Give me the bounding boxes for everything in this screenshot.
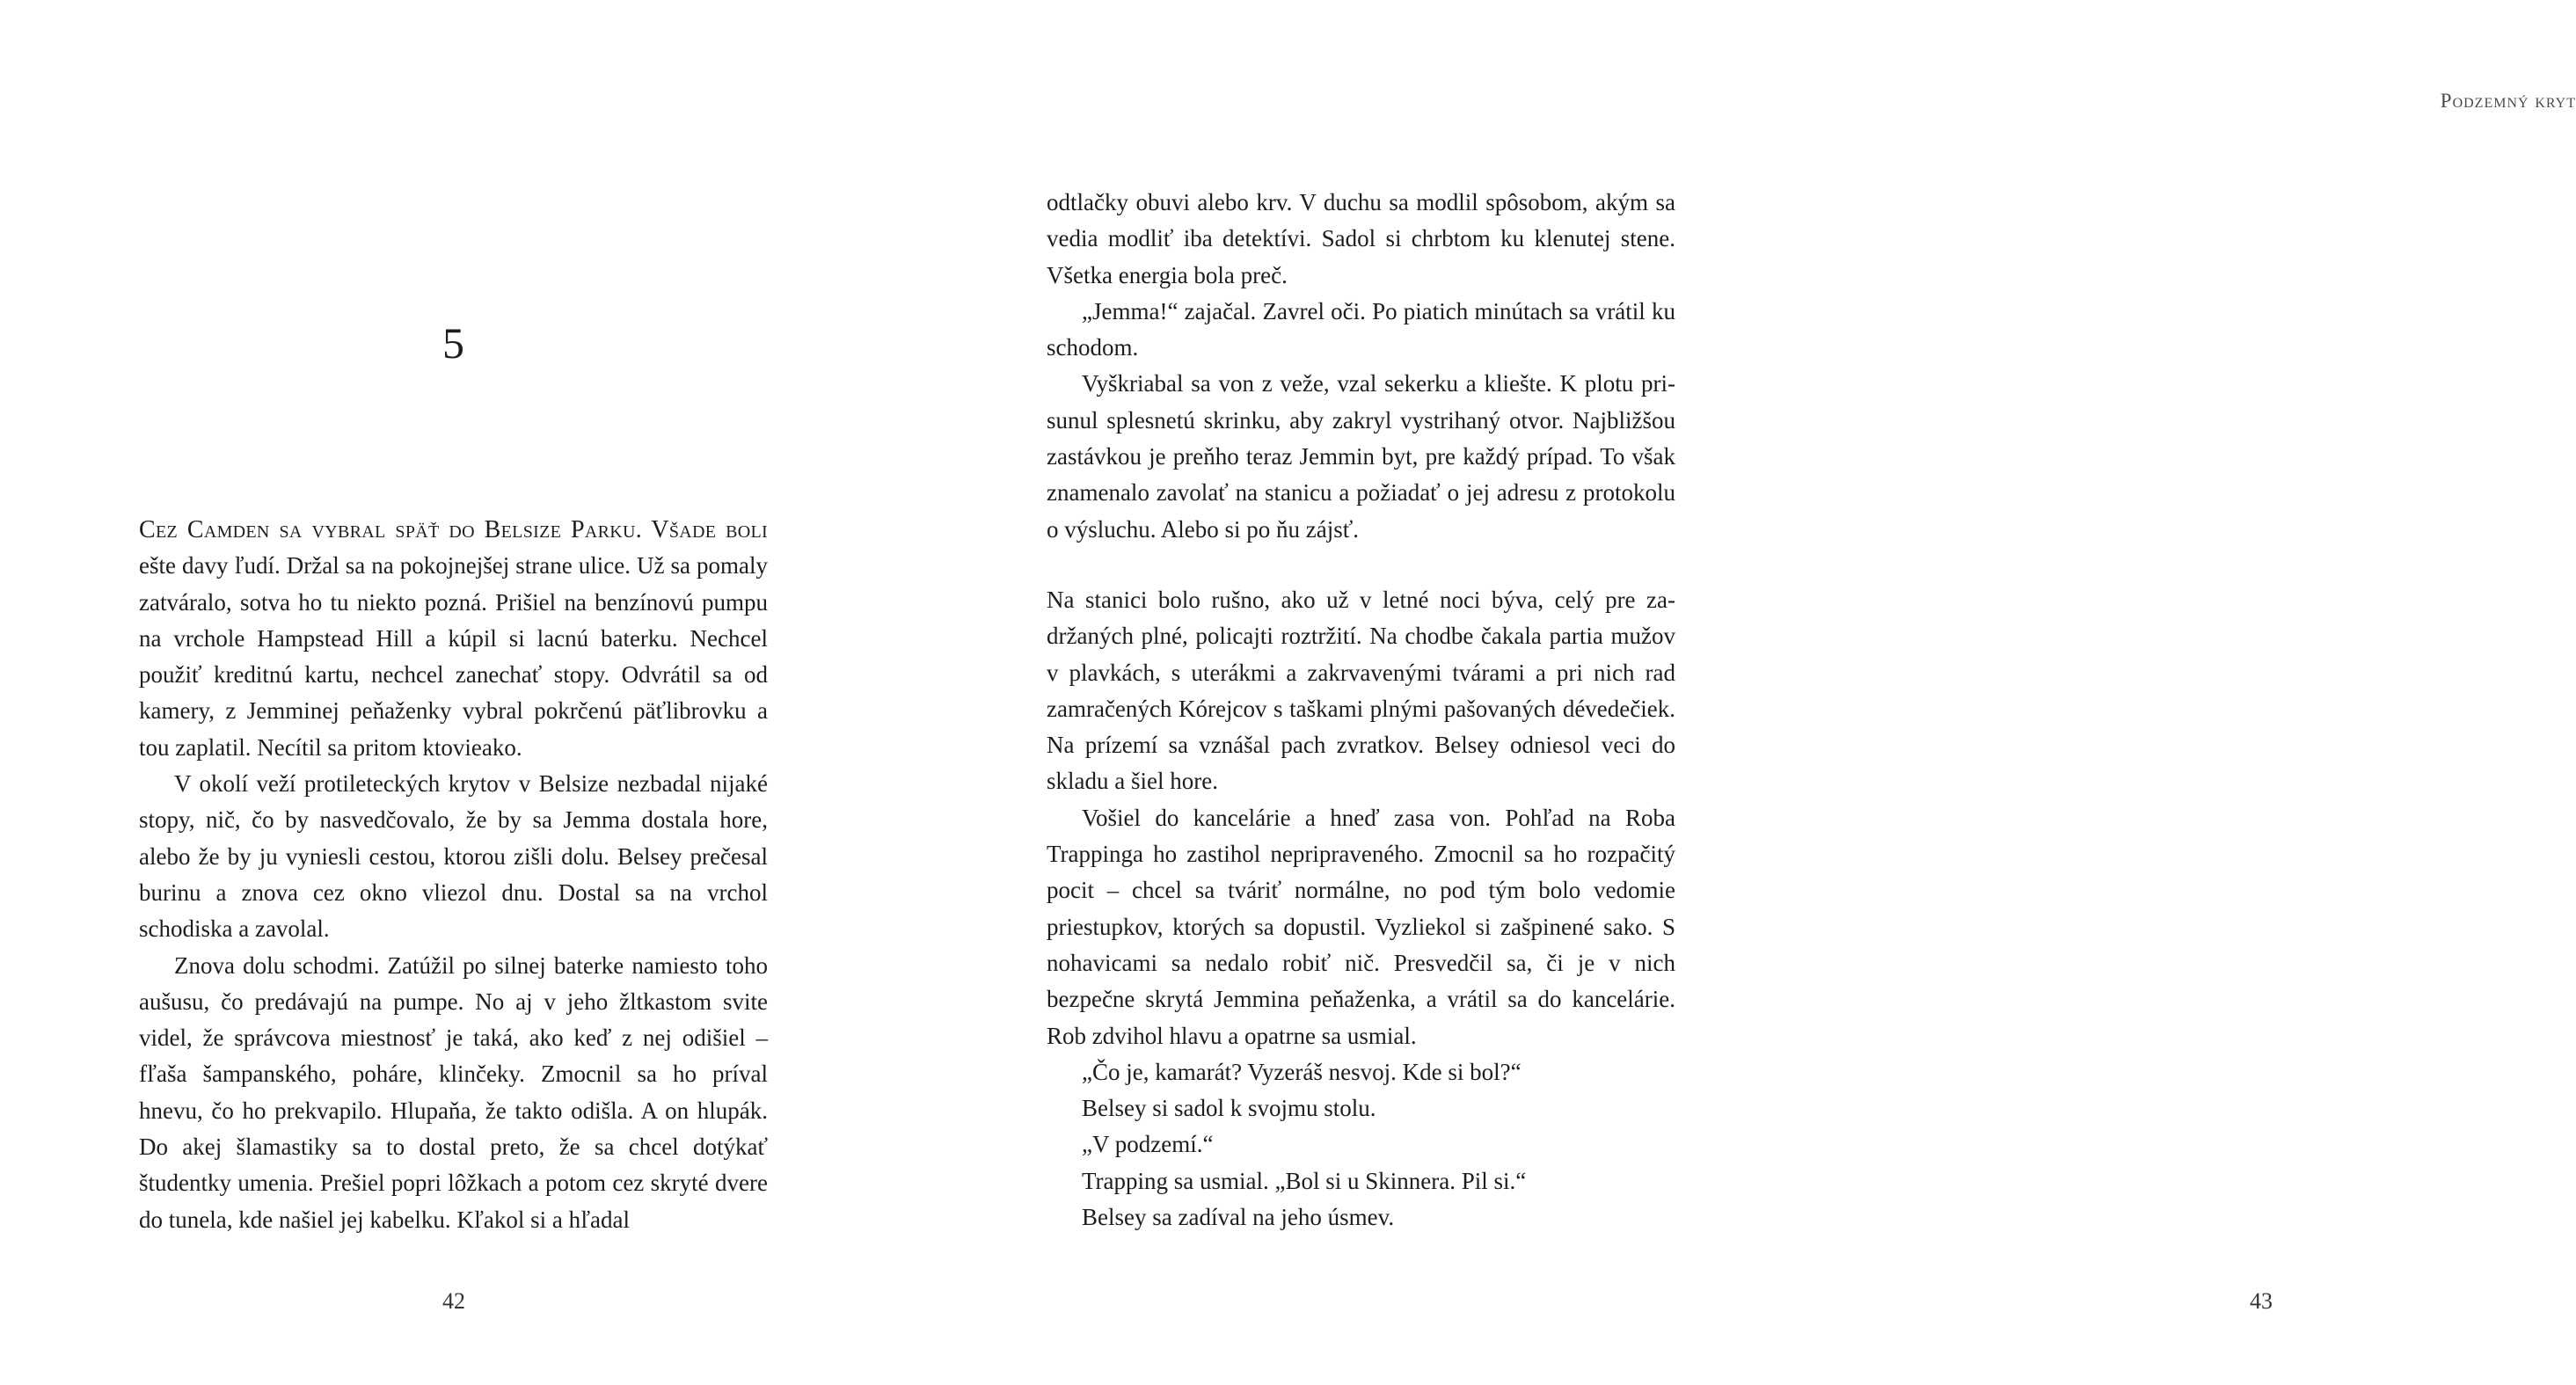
right-text-section-1 (1047, 185, 1675, 548)
dialogue-line: „Čo je, kamarát? Vyzeráš nesvoj. Kde si bol?“ (1082, 1058, 1522, 1085)
dialogue-line: Belsey si sadol k svojmu stolu. (1082, 1095, 1376, 1122)
page-number: 42 (442, 1288, 465, 1314)
paragraph: Na stanici bolo rušno, ako už v letné noci býva, celý pre zadržaných plné, policajti roztržití. Na chodbe čakala partia mužov v plavkách, s uterákmi a zakrvavenými tvárami a pri nich rad zamračených Kórejcov s taškami plnými pašovaných dévedečiek. Na prízemí sa vznášal pach zvratkov. Belsey odniesol veci do skladu a šiel hore. (1047, 587, 1675, 795)
paragraph (139, 512, 768, 766)
left-text-block (139, 512, 768, 1238)
chapter-number: 5 (442, 318, 464, 368)
paragraph: „Jemma!“ zajačal. Zavrel oči. Po piatich minútach sa vrátil ku schodom. (1047, 297, 1675, 361)
paragraph: Vyškriabal sa von z veže, vzal sekerku a kliešte. K plotu prisunul splesnetú skrinku, aby zakryl vystrihaný otvor. Najbližšou zastávkou je preňho teraz Jemmin byt, pre každý prípad. To však znamenalo zavolať na stanicu a požiadať o jej adresu z protokolu o výsluchu. Alebo si po ňu zájsť. (1047, 370, 1675, 543)
dialogue-line: „V podzemí.“ (1082, 1131, 1214, 1158)
right-text-section-2 (1047, 582, 1675, 1236)
paragraph: Znova dolu schodmi. Zatúžil po silnej baterke namiesto toho aušusu, čo predávajú na pumpe. No aj v jeho žltkastom svite videl, že správcova miestnosť je taká, ako keď z nej odišiel – fľaša šampanského, poháre, klinčeky. Zmocnil sa ho príval hnevu, čo ho prekvapilo. Hlupaňa, že takto odišla. A on hlupák. Do akej šlamastiky sa to dostal preto, že sa chcel dotýkať študentky umenia. Prešiel popri lôžkach a potom cez skryté dvere do tunela, kde našiel jej kabelku. Kľakol si a hľadal (139, 951, 768, 1233)
dialogue-line: Belsey sa zadíval na jeho úsmev. (1082, 1204, 1395, 1231)
paragraph: V okolí veží protileteckých krytov v Belsize nezbadal nijaké stopy, nič, čo by nasvedčovalo, že by sa Jemma dostala hore, alebo že by ju vyniesli cestou, ktorou zišli dolu. Belsey prečesal burinu a znova cez okno vliezol dnu. Dostal sa na vrchol schodiska a zavolal. (139, 770, 768, 943)
dialogue-line: Trapping sa usmial. „Bol si u Skinnera. Pil si.“ (1082, 1167, 1527, 1194)
left-page (0, 0, 901, 1385)
paragraph: Vošiel do kancelárie a hneď zasa von. Pohľad na Roba Trappinga ho zastihol nepripraveného. Zmocnil sa ho rozpačitý pocit – chcel sa tváriť normálne, no pod tým bolo vedomie priestupkov, ktorých sa dopustil. Vyzliekol si zašpinené sako. S nohavicami sa nedalo robiť nič. Presvedčil sa, či je v nich bezpečne skrytá Jemmina peňaženka, a vrátil sa do kancelárie. Rob zdvihol hlavu a opatrne sa usmial. (1047, 804, 1675, 1049)
running-head: Podzemný kryt (2440, 90, 2576, 112)
page-number: 43 (2250, 1288, 2273, 1314)
paragraph-text: ešte davy ľudí. Držal sa na pokojnejšej strane ulice. Už sa pomaly zatváralo, sotva ho tu niekto pozná. Prišiel na benzínovú pumpu na vrchole Hampstead Hill a kúpil si lacnú baterku. Nechcel použiť kreditnú kartu, nechcel zanechať stopy. Odvrátil sa od kamery, z Jemminej peňaženky vybral pokrčenú päťlibrovku a tou zaplatil. Necítil sa pritom ktovieako. (139, 552, 768, 761)
chapter-opening-small-caps: Cez Camden sa vybral späť do Belsize Parku. Všade boli (139, 516, 768, 543)
paragraph: odtlačky obuvi alebo krv. V duchu sa modlil spôsobom, akým sa vedia modliť iba detektívi. Sadol si chrbtom ku klenutej stene. Všetka energia bola preč. (1047, 189, 1675, 288)
